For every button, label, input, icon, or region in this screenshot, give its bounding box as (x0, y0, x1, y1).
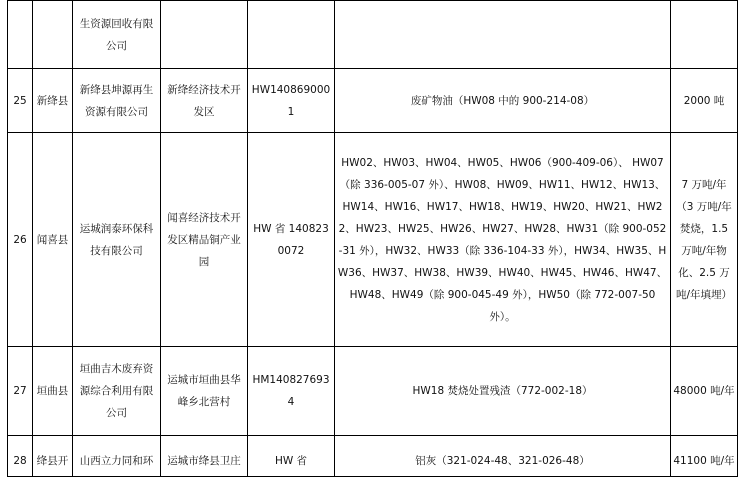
permit-number-cell: HW 省 (274, 455, 308, 467)
address-cell: 运城市垣曲县华峰乡北营村 (161, 347, 248, 436)
table-row (8, 133, 738, 347)
company-cell: 新绛县坤源再生资源有限公司 (73, 69, 161, 133)
company-cell: 山西立力同和环 (79, 455, 154, 467)
row-number-cell: 28 (13, 455, 27, 467)
county-cell: 垣曲县 (33, 347, 73, 436)
hazardous-waste-permit-table (7, 0, 738, 477)
row-number-cell: 25 (8, 69, 33, 133)
row-number-cell: 26 (8, 133, 33, 347)
capacity-cell: 7 万吨/年（3 万吨/年焚烧，1.5 万吨/年物化、2.5 万吨/年填埋） (671, 133, 738, 347)
table-row (8, 1, 738, 69)
row-number-cell (8, 1, 33, 69)
company-cell: 垣曲吉木废弃资源综合利用有限公司 (73, 347, 161, 436)
capacity-cell (671, 1, 738, 69)
waste-category-cell: 铝灰（321-024-48、321-026-48） (415, 455, 590, 467)
county-cell: 新绛县 (33, 69, 73, 133)
waste-category-cell: HW18 焚烧处置残渣（772-002-18） (335, 347, 671, 436)
waste-category-cell: 废矿物油（HW08 中的 900-214-08） (335, 69, 671, 133)
table-row (8, 436, 738, 477)
address-cell (161, 1, 248, 69)
table-row (8, 347, 738, 436)
company-cell: 运城润泰环保科技有限公司 (73, 133, 161, 347)
capacity-cell: 41100 吨/年 (673, 455, 735, 467)
company-cell: 生资源回收有限公司 (73, 1, 161, 69)
county-cell: 绛县开 (36, 455, 69, 467)
address-cell: 运城市绛县卫庄 (167, 455, 241, 467)
county-cell: 闻喜县 (33, 133, 73, 347)
permit-number-cell: HW1408690001 (248, 69, 335, 133)
waste-category-cell: HW02、HW03、HW04、HW05、HW06（900-409-06）、 HW07（除 336-005-07 外）、HW08、HW09、HW11、HW12、HW13、HW14、HW16、HW17、HW18、HW19、HW20、HW21、HW22、HW23、HW25、HW26、HW27、HW28、HW31（除 900-052-31 外），HW32、HW33（除 336-104-33 外），HW34、HW35、HW36、HW37、HW38、HW39、HW40、HW45、HW46、HW47、HW48、HW49（除 900-045-49 外），HW50（除 772-007-50 外）。 (335, 133, 671, 347)
address-cell: 闻喜经济技术开发区精品铜产业园 (161, 133, 248, 347)
capacity-cell: 2000 吨 (671, 69, 738, 133)
table-row (8, 69, 738, 133)
waste-category-cell (335, 1, 671, 69)
permit-number-cell: HM1408276934 (248, 347, 335, 436)
permit-number-cell (248, 1, 335, 69)
county-cell (33, 1, 73, 69)
permit-number-cell: HW 省 1408230072 (248, 133, 335, 347)
capacity-cell: 48000 吨/年 (671, 347, 738, 436)
row-number-cell: 27 (8, 347, 33, 436)
address-cell: 新绛经济技术开发区 (161, 69, 248, 133)
